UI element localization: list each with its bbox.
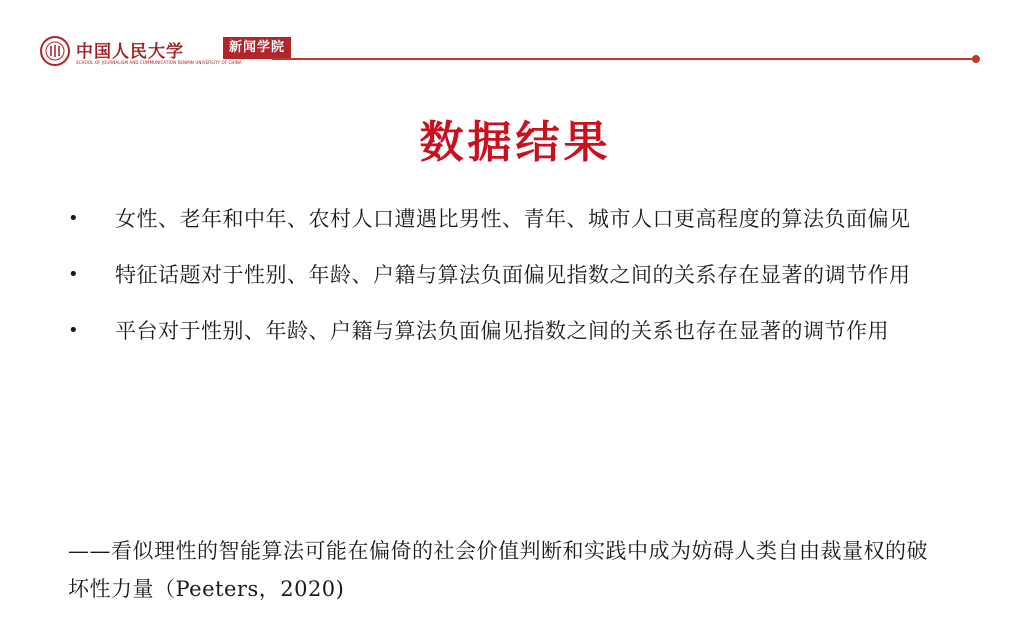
seal-icon [44, 40, 66, 62]
bullet-list [68, 200, 948, 368]
university-english-name: SCHOOL OF JOURNALISM AND COMMUNICATION RENMIN UNIVERSITY OF CHINA [76, 60, 242, 65]
bullet-text: 平台对于性别、年龄、户籍与算法负面偏见指数之间的关系也存在显著的调节作用 [115, 319, 889, 343]
header-divider-dot [972, 55, 980, 63]
conclusion-quote: ——看似理性的智能算法可能在偏倚的社会价值判断和实践中成为妨碍人类自由裁量权的破坏性力量（Peeters，2020) [68, 539, 928, 601]
bullet-marker: • [68, 208, 80, 229]
bullet-marker: • [68, 264, 80, 285]
bullet-text: 女性、老年和中年、农村人口遭遇比男性、青年、城市人口更高程度的算法负面偏见 [115, 207, 911, 231]
bullet-item [68, 256, 948, 294]
slide-header [40, 36, 990, 76]
bullet-item [68, 312, 948, 350]
bullet-item [68, 200, 948, 238]
header-divider-line [272, 58, 974, 60]
bullet-marker: • [68, 320, 80, 341]
university-seal-logo [40, 36, 70, 66]
university-name: 中国人民大学 [76, 42, 184, 62]
slide-title: 数据结果 [419, 117, 612, 168]
bullet-text: 特征话题对于性别、年龄、户籍与算法负面偏见指数之间的关系存在显著的调节作用 [115, 263, 911, 287]
school-badge: 新闻学院 [223, 37, 291, 59]
